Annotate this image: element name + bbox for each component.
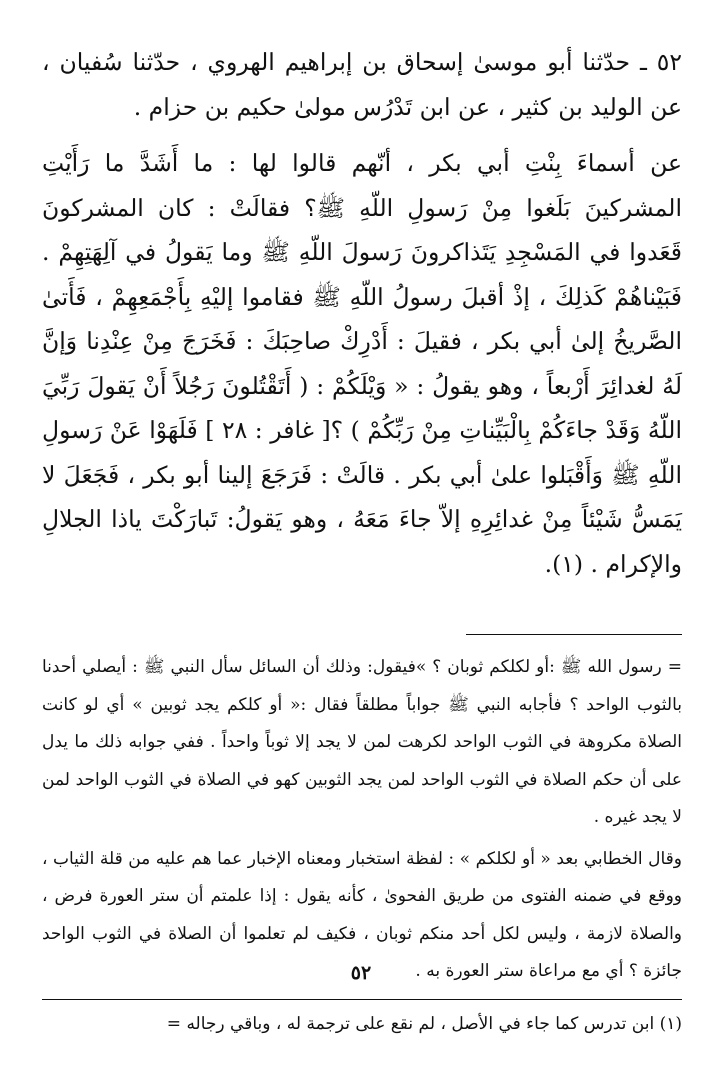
footnote-divider [466, 634, 682, 635]
footnote-1: (١) ابن تدرس كما جاء في الأصل ، لم نقع على ترجمة له ، وباقي رجاله = [166, 1013, 682, 1034]
hadith-matn: عن أسماءَ بِنْتِ أبي بكر ، أنّهم قالوا لها : ما أَشَدَّ ما رَأَيْتِ المشركينَ بَلَغوا مِنْ رَسولِ اللّهِ ﷺ؟ فقالَتْ : كان المشركونَ قَعَدوا في المَسْجِدِ يَتَذاكرونَ رَسولَ اللّهِ ﷺ وما يَقولُ في آلِهَتِهِمْ . فَبَيْناهُمْ كَذلِكَ ، إذْ أقبلَ رسولُ اللّهِ ﷺ فقاموا إليْهِ بِأَجْمَعِهِمْ ، فَأَتىٰ الصَّريخُ إلىٰ أبي بكر ، فقيلَ : أَدْرِكْ صاحِبَكَ : فَخَرَجَ مِنْ عِنْدِنا وَإنَّ لَهُ لغدائِرَ أَرْبعاً ، وهو يقولُ : « وَيْلَكُمْ : ( أَتَقْتُلونَ رَجُلاً أَنْ يَقولَ رَبِّيَ اللّهُ وَقَدْ جاءَكُمْ بِالْبَيِّناتِ مِنْ رَبِّكُمْ ) ؟[ غافر : ٢٨ ] فَلَهَوْا عَنْ رَسولِ اللّهِ ﷺ وَأَقْبَلوا علىٰ أبي بكر . قالَتْ : فَرَجَعَ إلينا أبو بكر ، فَجَعَلَ لا يَمَسُّ شَيْئاً مِنْ غدائِرِهِ إلاّ جاءَ مَعَهُ ، وهو يَقولُ: تَبارَكْتَ ياذا الجلالِ والإكرام . (١). [42, 149, 682, 578]
page-number: ٥٢ [350, 962, 372, 984]
footnote-continued: = رسول الله ﷺ :أو لكلكم ثوبان ؟ »فيقول: وذلك أن السائل سأل النبي ﷺ : أيصلي أحدنا بالثوب الواحد ؟ فأجابه النبي ﷺ جواباً مطلقاً فقال :« أو كلكم يجد ثوبين » أي لو كانت الصلاة مكروهة في الثوب الواحد لكرهت لمن لا يجد إلا ثوباً واحداً . ففي جوابه ذلك ما يدل على أن حكم الصلاة في الثوب الواحد لمن يجد الثوبين كهو في الصلاة في الثوب الواحد لمن لا يجد غيره . [42, 657, 682, 827]
footnote-rule [42, 999, 682, 1000]
footnote-khattabi: وقال الخطابي بعد « أو لكلكم » : لفظة استخبار ومعناه الإخبار عما هم عليه من قلة الثياب ، ووقع في ضمنه الفتوى من طريق الفحوىٰ ، كأنه يقول : إذا علمتم أن ستر العورة فرض ، والصلاة لازمة ، وليس لكل أحد منكم ثوبان ، فكيف لم تعلموا أن الصلاة في الثوب الواحد جائزة ؟ أي مع مراعاة ستر العورة به . [42, 848, 682, 981]
hadith-isnad: ٥٢ ـ حدّثنا أبو موسىٰ إسحاق بن إبراهيم الهروي ، حدّثنا سُفيان ، عن الوليد بن كثير ، عن ابن تَدْرُس مولىٰ حكيم بن حزام . [42, 48, 682, 121]
book-page [42, 40, 682, 1050]
hadith-body [42, 40, 682, 586]
